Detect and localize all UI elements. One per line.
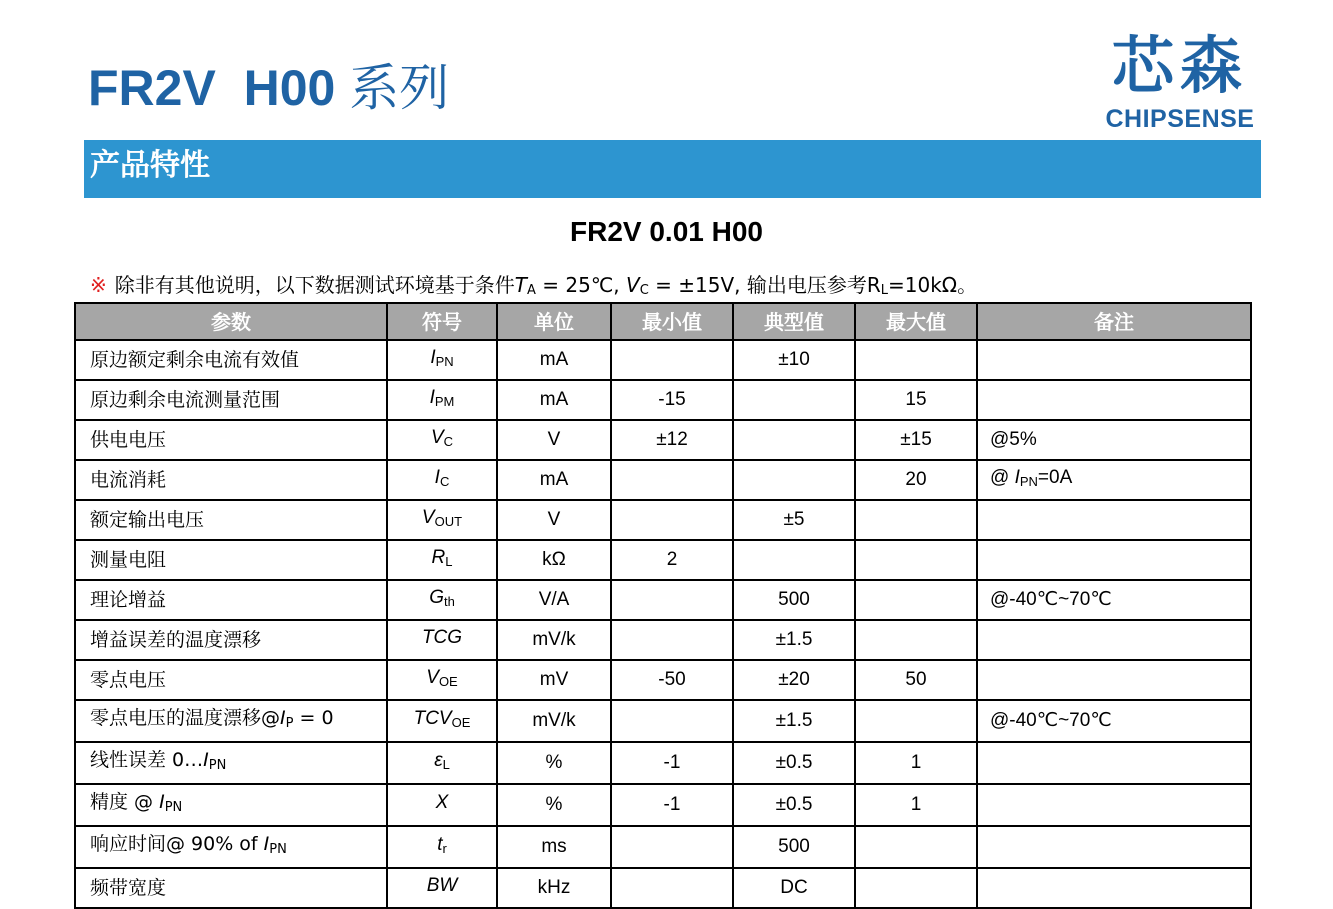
spec-table [74,302,1252,909]
symbol-main: V [430,427,444,448]
symbol-cell [387,580,497,620]
typ-cell: ±10 [733,340,855,380]
remark-cell [977,340,1251,380]
symbol-sub: L [445,554,453,569]
table-header-row [75,303,1251,340]
typ-cell [733,380,855,420]
param-cell: 额定输出电压 [75,500,387,540]
min-cell [611,868,733,908]
min-cell: -15 [611,380,733,420]
remark-cell [977,620,1251,660]
param-sub: PN [208,758,227,773]
title-code: FR2V H00 [88,60,336,116]
note-ta-symbol: T [514,273,527,297]
symbol-cell [387,742,497,784]
note-vc-value: = ±15V, 输出电压参考R [648,273,881,297]
max-cell: 15 [855,380,977,420]
unit-cell: kHz [497,868,611,908]
param-cell: 理论增益 [75,580,387,620]
param-cell: 原边剩余电流测量范围 [75,380,387,420]
symbol-main: R [431,547,446,568]
param-cell: 供电电压 [75,420,387,460]
max-cell [855,620,977,660]
param-symbol: I [263,833,270,855]
param-cell: 频带宽度 [75,868,387,908]
typ-cell [733,540,855,580]
symbol-main: I [430,347,436,368]
symbol-cell [387,700,497,742]
max-cell: 50 [855,660,977,700]
symbol-sub: PN [435,354,454,369]
remark-cell [977,784,1251,826]
param-cell [75,784,387,826]
remark-cell: @5% [977,420,1251,460]
symbol-main: X [435,792,449,813]
typ-cell [733,420,855,460]
param-cell [75,700,387,742]
param-pre: 精度 @ [90,791,160,813]
param-cell [75,742,387,784]
min-cell [611,460,733,500]
remark-cell [977,660,1251,700]
max-cell: 1 [855,742,977,784]
param-symbol: I [159,791,165,813]
symbol-main: V [426,667,439,688]
max-cell [855,580,977,620]
param-sub: PN [269,842,287,857]
min-cell [611,580,733,620]
unit-cell: kΩ [497,540,611,580]
logo-en-text: CHIPSENSE [1105,105,1255,133]
symbol-main: V [421,507,435,528]
remark-cell: @-40℃~70℃ [977,580,1251,620]
symbol-cell [387,380,497,420]
min-cell: -50 [611,660,733,700]
symbol-main: ε [434,750,443,771]
symbol-sub: OE [438,674,458,689]
unit-cell: V [497,500,611,540]
min-cell [611,826,733,868]
table-row [75,660,1251,700]
remark-sub: PN [1019,474,1038,489]
typ-cell [733,460,855,500]
symbol-sub: C [443,434,454,449]
table-row [75,742,1251,784]
remark-cell [977,460,1251,500]
max-cell: 20 [855,460,977,500]
note-text: 除非有其他说明，以下数据测试环境基于条件 [114,273,515,297]
symbol-main: I [429,387,435,408]
note-ta-sub: A [526,283,536,298]
max-cell [855,540,977,580]
header-max: 最大值 [855,303,977,340]
max-cell [855,340,977,380]
max-cell [855,826,977,868]
chipsense-logo [1098,28,1262,134]
typ-cell: ±0.5 [733,784,855,826]
min-cell [611,500,733,540]
param-pre: 线性误差 0… [90,749,204,771]
max-cell [855,868,977,908]
symbol-cell [387,500,497,540]
unit-cell: mA [497,460,611,500]
remark-cell [977,500,1251,540]
param-cell: 电流消耗 [75,460,387,500]
symbol-main: G [429,587,444,608]
unit-cell: ms [497,826,611,868]
unit-cell: mA [497,380,611,420]
note-rl-sub: L [880,283,888,298]
table-row [75,340,1251,380]
symbol-sub: OUT [434,514,463,529]
param-pre: 响应时间@ 90% of [90,833,264,855]
symbol-sub: r [442,841,447,856]
unit-cell: % [497,784,611,826]
symbol-cell [387,420,497,460]
typ-cell: ±20 [733,660,855,700]
table-row [75,784,1251,826]
header-min: 最小值 [611,303,733,340]
param-cell: 测量电阻 [75,540,387,580]
remark-cell [977,380,1251,420]
param-sub: PN [164,800,183,815]
header-symbol: 符号 [387,303,497,340]
remark-symbol: I [1014,467,1020,488]
symbol-sub: PM [434,394,455,409]
max-cell: 1 [855,784,977,826]
param-cell: 原边额定剩余电流有效值 [75,340,387,380]
table-row [75,620,1251,660]
table-row [75,380,1251,420]
symbol-cell [387,540,497,580]
symbol-cell [387,620,497,660]
min-cell [611,620,733,660]
min-cell: 2 [611,540,733,580]
note-vc-sub: C [639,283,649,298]
header-param: 参数 [75,303,387,340]
table-row [75,868,1251,908]
section-title: 产品特性 [90,148,210,183]
remark-cell: @-40℃~70℃ [977,700,1251,742]
typ-cell: DC [733,868,855,908]
test-conditions-note [90,270,977,306]
param-pre: 零点电压的温度漂移@ [90,707,281,729]
symbol-main: TCG [421,627,463,648]
unit-cell: mV [497,660,611,700]
remark-cell [977,742,1251,784]
param-post: = 0 [293,707,334,729]
max-cell [855,500,977,540]
note-rl-value: =10kΩ。 [888,273,978,297]
unit-cell: V/A [497,580,611,620]
table-row [75,540,1251,580]
table-row [75,580,1251,620]
symbol-cell [387,660,497,700]
remark-cell [977,826,1251,868]
symbol-cell [387,826,497,868]
unit-cell: mV/k [497,700,611,742]
remark-pre: @ [990,467,1015,488]
param-cell: 增益误差的温度漂移 [75,620,387,660]
header-remark: 备注 [977,303,1251,340]
min-cell [611,700,733,742]
symbol-cell [387,340,497,380]
typ-cell: ±1.5 [733,620,855,660]
typ-cell: ±5 [733,500,855,540]
min-cell: -1 [611,742,733,784]
symbol-main: I [434,467,440,488]
symbol-sub: L [442,757,450,772]
unit-cell: mA [497,340,611,380]
page-title [88,58,449,118]
remark-cell [977,540,1251,580]
typ-cell: ±1.5 [733,700,855,742]
logo-cn-text: 芯森 [1111,29,1248,102]
symbol-main: t [437,834,443,855]
symbol-cell [387,460,497,500]
max-cell: ±15 [855,420,977,460]
table-row [75,700,1251,742]
typ-cell: 500 [733,826,855,868]
header-unit: 单位 [497,303,611,340]
remark-cell [977,868,1251,908]
param-sub: P [285,716,294,731]
unit-cell: mV/k [497,620,611,660]
param-cell: 零点电压 [75,660,387,700]
remark-post: =0A [1037,467,1073,488]
symbol-main: TCV [413,708,452,729]
symbol-sub: th [443,594,455,609]
symbol-cell [387,868,497,908]
table-row [75,826,1251,868]
note-mark: ※ [90,273,107,297]
unit-cell: V [497,420,611,460]
title-series: 系列 [349,59,450,117]
min-cell: ±12 [611,420,733,460]
param-symbol: I [280,707,286,729]
symbol-sub: OE [451,715,471,730]
param-cell [75,826,387,868]
typ-cell: ±0.5 [733,742,855,784]
header-typ: 典型值 [733,303,855,340]
symbol-main: BW [426,875,458,896]
param-symbol: I [203,749,209,771]
typ-cell: 500 [733,580,855,620]
unit-cell: % [497,742,611,784]
min-cell: -1 [611,784,733,826]
section-banner [84,140,1261,198]
max-cell [855,700,977,742]
note-vc-symbol: V [626,273,640,297]
symbol-sub: C [439,474,450,489]
symbol-cell [387,784,497,826]
min-cell [611,340,733,380]
table-row [75,500,1251,540]
model-heading: FR2V 0.01 H00 [570,216,763,247]
table-row [75,460,1251,500]
note-ta-value: = 25℃, [535,273,626,297]
table-row [75,420,1251,460]
